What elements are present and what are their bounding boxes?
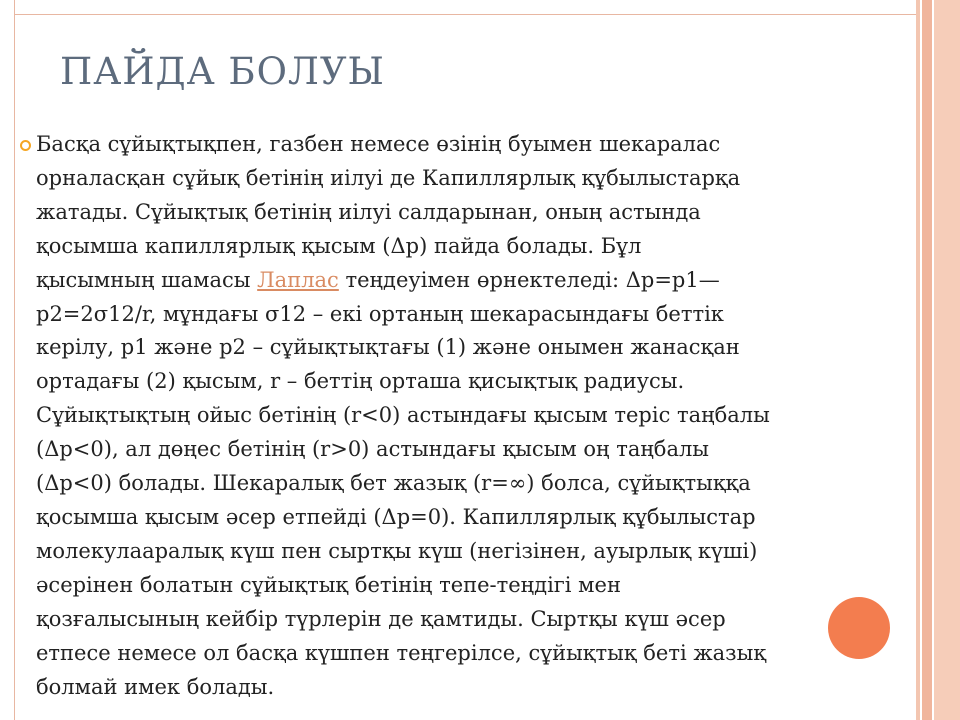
circle-bullet-icon <box>20 140 31 151</box>
paragraph-line: Басқа сұйықтықпен, газбен немесе өзінің буымен шекаралас <box>36 132 721 156</box>
paragraph-line: қосымша капиллярлық қысым (Δр) пайда болады. Бұл <box>36 233 642 258</box>
paragraph-line: (Δр<0), ал дөңес бетінің (r>0) астындағы қысым оң таңбалы <box>36 437 710 462</box>
slide-frame-top-line <box>14 14 920 15</box>
slide-frame-left-line <box>14 0 15 720</box>
paragraph-line: жатады. Сұйықтық бетінің иілуі салдарынан, оның астында <box>36 199 701 224</box>
paragraph-line: болмай имек болады. <box>36 674 275 699</box>
laplace-link[interactable]: Лаплас <box>257 267 339 292</box>
paragraph-line: молекулааралық күш пен сыртқы күш (негізінен, ауырлық күші) <box>36 538 758 563</box>
paragraph-line: ортадағы (2) қысым, r – беттің орташа қисықтық радиусы. <box>36 369 685 394</box>
paragraph-text: теңдеуімен өрнектеледі: Δр=р1— <box>338 267 720 292</box>
paragraph-text: қысымның шамасы <box>36 267 258 292</box>
paragraph-line-with-link <box>36 264 924 298</box>
paragraph-line: (Δр<0) болады. Шекаралық бет жазық (r=∞) болса, сұйықтыққа <box>36 471 751 496</box>
slide-body-paragraph <box>36 128 924 704</box>
paragraph-line: р2=2σ12/r, мұндағы σ12 – екі ортаның шекарасындағы беттік <box>36 301 724 326</box>
stripe-wide <box>934 0 960 720</box>
nav-circle-button[interactable] <box>828 597 890 659</box>
paragraph-line: орналасқан сұйық бетінің иілуі де Капиллярлық құбылыстарқа <box>36 165 741 190</box>
paragraph-line: Сұйықтықтың ойыс бетінің (r<0) астындағы қысым теріс таңбалы <box>36 403 770 428</box>
paragraph-line: әсерінен болатын сұйықтық бетінің тепе-теңдігі мен <box>36 572 621 597</box>
paragraph-line: керілу, р1 және р2 – сұйықтықтағы (1) және онымен жанасқан <box>36 335 740 360</box>
paragraph-line: етпесе немесе ол басқа күшпен теңгерілсе, сұйықтық беті жазық <box>36 640 767 665</box>
paragraph-line: қосымша қысым әсер етпейді (Δр=0). Капиллярлық құбылыстар <box>36 504 756 529</box>
paragraph-line: қозғалысының кейбір түрлерін де қамтиды. Сыртқы күш әсер <box>36 606 726 631</box>
slide-title: ПАЙДА БОЛУЫ <box>60 50 385 93</box>
